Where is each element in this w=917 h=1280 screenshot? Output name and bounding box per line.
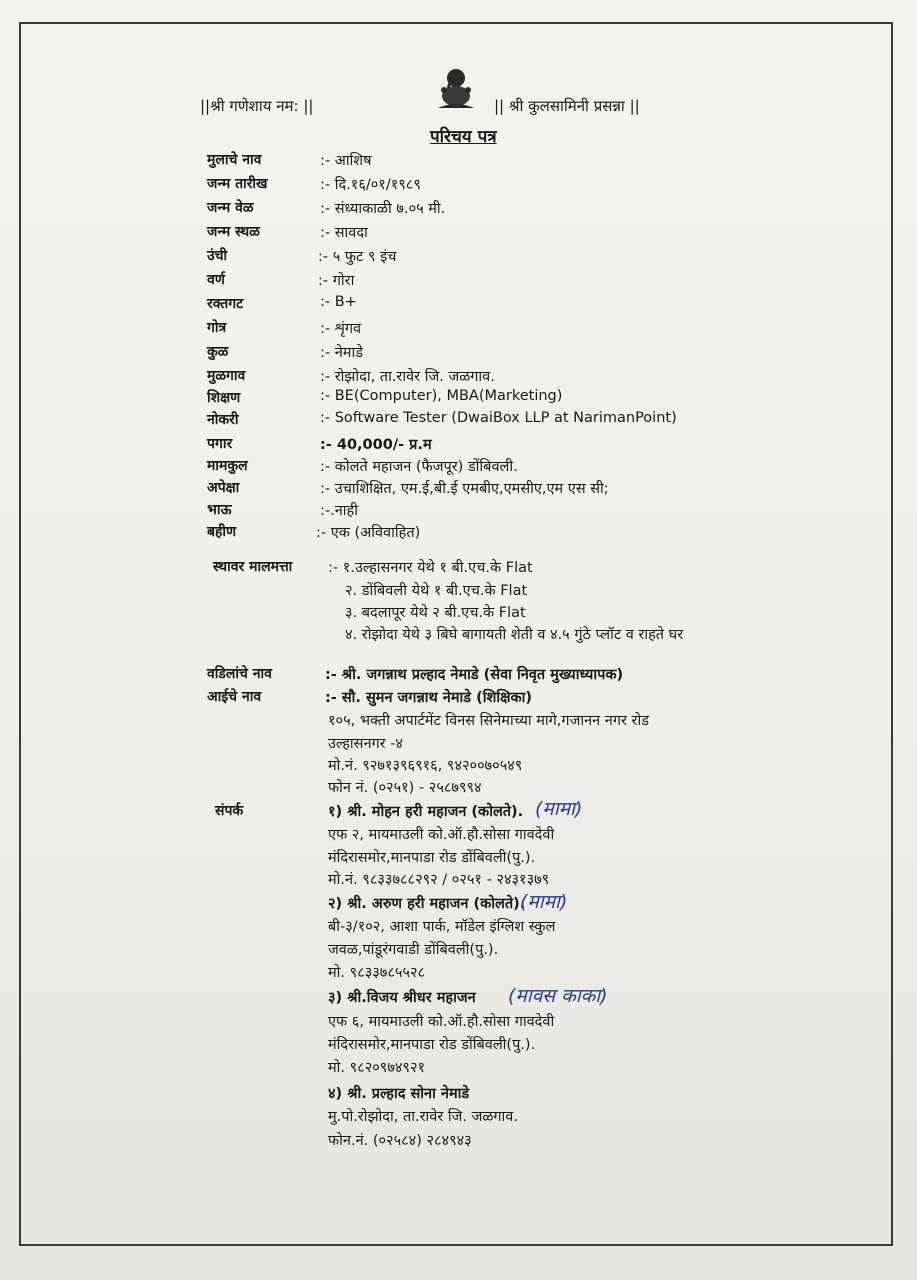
detail-value: :- B+ (320, 294, 357, 310)
detail-value: :- ५ फुट ९ इंच (318, 249, 397, 265)
page-title: परिचय पत्र (430, 127, 497, 147)
detail-label: भाऊ (207, 502, 232, 518)
detail-value: :- संध्याकाळी ७.०५ मी. (320, 201, 446, 217)
address-line: मो.नं. ९२७१३९६९१६, ९४२००७०५४९ (328, 758, 523, 774)
detail-value: :-.नाही (320, 503, 358, 519)
contact-line: जवळ,पांडूरंगवाडी डोंबिवली(पु.). (328, 942, 499, 958)
detail-value: :- कोलते महाजन (फैजपूर) डोंबिवली. (320, 459, 518, 475)
detail-label: रक्तगट (207, 296, 244, 312)
address-line: १०५, भक्ती अपार्टमेंट विनस सिनेमाच्या मागे,गजानन नगर रोड (328, 713, 649, 729)
contact-line: मो.नं. ९८३३७८८२९२ / ०२५१ - २४३१३७९ (328, 872, 550, 888)
father-value: :- श्री. जगन्नाथ प्रल्हाद नेमाडे (सेवा निवृत मुख्याध्यापक) (325, 667, 624, 683)
contact-line: मो. ९८२०९७४९२१ (328, 1060, 426, 1076)
contact-name: ४) श्री. प्रल्हाद सोना नेमाडे (328, 1086, 470, 1102)
right-invocation: || श्री कुलसामिनी प्रसन्ना || (494, 97, 640, 115)
detail-label: जन्म वेळ (207, 200, 254, 216)
detail-label: पगार (207, 436, 233, 452)
detail-label: शिक्षण (207, 390, 241, 406)
father-label: वडिलांचे नाव (207, 666, 272, 682)
detail-value: :- नेमाडे (320, 345, 363, 361)
detail-value: :- 40,000/- प्र.म (320, 437, 432, 453)
detail-label: जन्म स्थळ (207, 224, 260, 240)
contact-line: फोन.नं. (०२५८४) २८४९४३ (328, 1133, 472, 1149)
detail-value: :- दि.१६/०१/१९८९ (320, 177, 421, 193)
detail-value: :- आशिष (320, 153, 372, 169)
detail-value: :- गोरा (318, 273, 355, 289)
contact-note: (मामा) (520, 891, 568, 913)
detail-label: अपेक्षा (207, 480, 240, 496)
detail-value: :- BE(Computer), MBA(Marketing) (320, 388, 563, 404)
contact-note: (मामा) (535, 798, 583, 820)
contact-line: एफ २, मायमाउली को.ऑ.हौ.सोसा गावदेवी (328, 827, 555, 843)
detail-label: नोकरी (207, 412, 239, 428)
detail-value: :- शृंगव (320, 321, 362, 337)
detail-label: कुळ (207, 344, 229, 360)
detail-label: उंची (207, 248, 228, 264)
detail-value: :- एक (अविवाहित) (316, 525, 421, 541)
contact-line: मु.पो.रोझोदा, ता.रावेर जि. जळगाव. (328, 1109, 518, 1125)
property-item: ४. रोझोदा येथे ३ बिघे बागायती शेती व ४.५ गुंठे प्लॉट व राहते घर (345, 627, 684, 643)
address-line: फोन नं. (०२५१) - २५८७९९४ (328, 780, 482, 796)
contact-line: मंदिरासमोर,मानपाडा रोड डोंबिवली(पु.). (328, 1037, 536, 1053)
ganesh-icon (432, 66, 480, 112)
property-item: :- १.उल्हासनगर येथे १ बी.एच.के Flat (328, 560, 533, 576)
property-item: ३. बदलापूर येथे २ बी.एच.के Flat (345, 605, 526, 621)
detail-value: :- रोझोदा, ता.रावेर जि. जळगाव. (320, 369, 495, 385)
detail-value: :- सावदा (320, 225, 368, 241)
mother-value: :- सौ. सुमन जगन्नाथ नेमाडे (शिक्षिका) (325, 690, 532, 706)
detail-label: गोत्र (207, 320, 227, 336)
contact-name: ३) श्री.विजय श्रीधर महाजन (328, 990, 476, 1006)
contact-note: (मावस काका) (508, 985, 608, 1007)
contact-line: मंदिरासमोर,मानपाडा रोड डोंबिवली(पु.). (328, 850, 536, 866)
address-line: उल्हासनगर -४ (328, 736, 403, 752)
detail-label: मामकुल (207, 458, 248, 474)
detail-label: वर्ण (207, 272, 225, 288)
detail-value: :- Software Tester (DwaiBox LLP at NarimanPoint) (320, 410, 677, 426)
contact-line: बी-३/१०२, आशा पार्क, मॉडेल इंग्लिश स्कुल (328, 919, 556, 935)
contact-name: १) श्री. मोहन हरी महाजन (कोलते). (328, 804, 524, 820)
detail-label: मुळगाव (207, 368, 246, 384)
detail-label: मुलाचे नाव (207, 152, 262, 168)
contacts-label: संपर्क (215, 803, 244, 819)
detail-label: जन्म तारीख (207, 176, 268, 192)
property-item: २. डोंबिवली येथे १ बी.एच.के Flat (345, 583, 528, 599)
contact-line: मो. ९८३३७८५५२८ (328, 965, 426, 981)
detail-value: :- उचाशिक्षित, एम.ई,बी.ई एमबीए,एमसीए,एम एस सी; (320, 481, 609, 497)
contact-line: एफ ६, मायमाउली को.ऑ.हौ.सोसा गावदेवी (328, 1014, 555, 1030)
mother-label: आईचे नाव (207, 689, 262, 705)
contact-name: २) श्री. अरुण हरी महाजन (कोलते). (328, 896, 526, 912)
property-label: स्थावर मालमत्ता (213, 559, 293, 575)
left-invocation: ||श्री गणेशाय नम: || (200, 97, 314, 115)
detail-label: बहीण (207, 524, 237, 540)
